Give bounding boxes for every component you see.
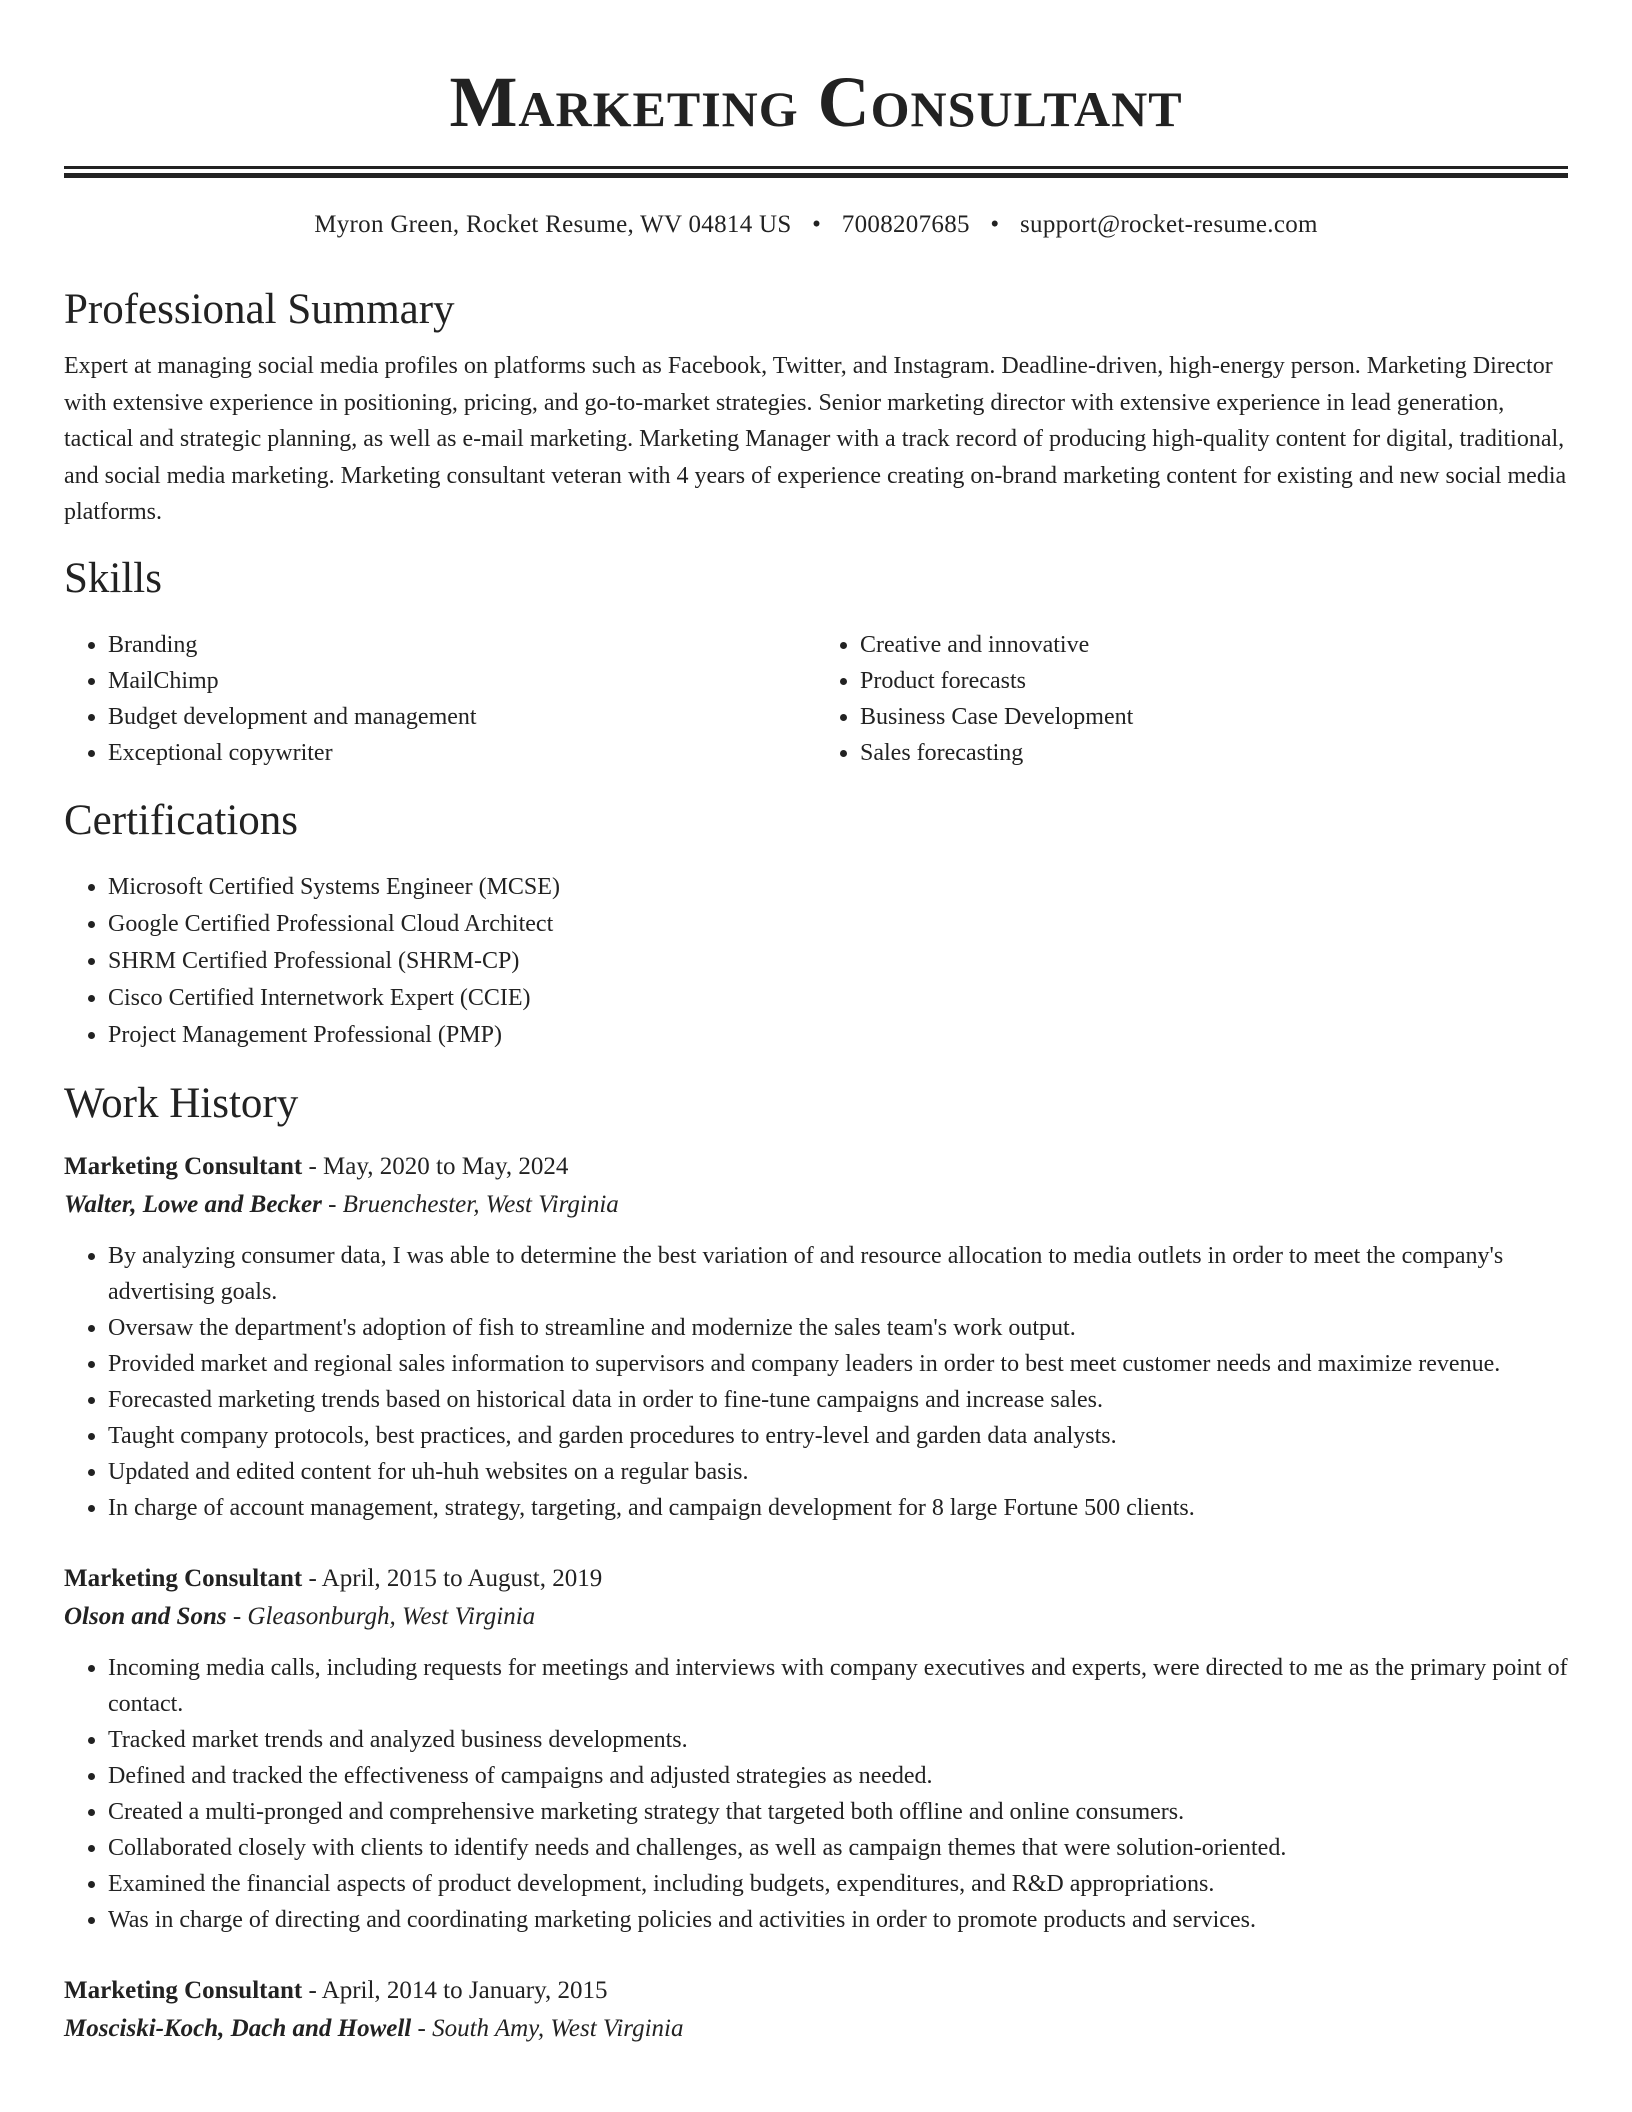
certification-item: • Google Certified Professional Cloud Architect <box>108 906 1568 943</box>
job-location: - Bruenchester, West Virginia <box>321 1190 619 1218</box>
certification-item: • Project Management Professional (PMP) <box>108 1017 1568 1054</box>
job-dates: - May, 2020 to May, 2024 <box>302 1152 569 1180</box>
job-bullet: • Created a multi-pronged and comprehensive marketing strategy that targeted both offline and online consumers. <box>108 1794 1568 1830</box>
contact-separator: • <box>990 211 1000 238</box>
job-entry <box>64 1972 1568 2048</box>
job-header <box>64 1972 1568 2010</box>
contact-phone: 7008207685 <box>841 211 970 238</box>
job-title: Marketing Consultant <box>64 1976 303 2004</box>
job-bullet: • Incoming media calls, including requests for meetings and interviews with company executives and experts, were directed to me as the primary point of contact. <box>108 1650 1568 1722</box>
job-header <box>64 1148 1568 1186</box>
job-employer <box>64 1186 1568 1224</box>
job-bullet: • Provided market and regional sales information to supervisors and company leaders in order to best meet customer needs and maximize revenue. <box>108 1346 1568 1382</box>
skill-item: • MailChimp <box>108 663 816 699</box>
job-bullet: • Taught company protocols, best practices, and garden procedures to entry-level and garden data analysts. <box>108 1418 1568 1454</box>
skill-item: • Sales forecasting <box>860 735 1568 771</box>
job-bullet: • By analyzing consumer data, I was able to determine the best variation of and resource allocation to media outlets in order to meet the company's advertising goals. <box>108 1238 1568 1310</box>
skill-item: • Branding <box>108 627 816 663</box>
skills-columns <box>64 627 1568 771</box>
contact-separator: • <box>812 211 822 238</box>
job-title: Marketing Consultant <box>64 1152 303 1180</box>
job-bullet: • Tracked market trends and analyzed business developments. <box>108 1722 1568 1758</box>
job-bullet: • Oversaw the department's adoption of fish to streamline and modernize the sales team's work output. <box>108 1310 1568 1346</box>
job-bullet: • Was in charge of directing and coordinating marketing policies and activities in order to promote products and services. <box>108 1902 1568 1938</box>
job-entry <box>64 1560 1568 1938</box>
job-bullets <box>64 1650 1568 1938</box>
contact-email: support@rocket-resume.com <box>1019 211 1318 238</box>
job-entry <box>64 1148 1568 1526</box>
job-dates: - April, 2014 to January, 2015 <box>302 1976 608 2004</box>
title-divider <box>64 166 1568 178</box>
resume-page <box>64 0 1568 2048</box>
job-header <box>64 1560 1568 1598</box>
skill-item: • Budget development and management <box>108 699 816 735</box>
work-history-heading: Work History <box>64 1079 299 1127</box>
job-bullet: • Collaborated closely with clients to identify needs and challenges, as well as campaign themes that were solution-oriented. <box>108 1830 1568 1866</box>
job-bullet: • Updated and edited content for uh-huh websites on a regular basis. <box>108 1454 1568 1490</box>
job-bullet: • Defined and tracked the effectiveness of campaigns and adjusted strategies as needed. <box>108 1758 1568 1794</box>
job-bullet: • Forecasted marketing trends based on historical data in order to fine-tune campaigns and increase sales. <box>108 1382 1568 1418</box>
job-location: - South Amy, West Virginia <box>411 2014 684 2042</box>
summary-text: Expert at managing social media profiles on platforms such as Facebook, Twitter, and Instagram. Deadline-driven, high-energy person. Marketing Director with extensive experience in positioning, pricing, and go-to-market strategies. Senior marketing director with extensive experience in lead generation, tactical and strategic planning, as well as e-mail marketing. Marketing Manager with a track record of producing high-quality content for digital, traditional, and social media marketing. Marketing consultant veteran with 4 years of experience creating on-brand marketing content for existing and new social media platforms. <box>64 353 1567 525</box>
job-title: Marketing Consultant <box>64 1564 303 1592</box>
job-bullet: • In charge of account management, strategy, targeting, and campaign development for 8 large Fortune 500 clients. <box>108 1490 1568 1526</box>
skills-list-left <box>64 627 816 771</box>
job-company: Olson and Sons <box>64 1602 227 1630</box>
job-employer <box>64 1598 1568 1636</box>
job-company: Mosciski-Koch, Dach and Howell <box>64 2014 412 2042</box>
contact-address: Myron Green, Rocket Resume, WV 04814 US <box>314 211 792 238</box>
certification-item: • Microsoft Certified Systems Engineer (MCSE) <box>108 869 1568 906</box>
skill-item: • Product forecasts <box>860 663 1568 699</box>
job-company: Walter, Lowe and Becker <box>64 1190 322 1218</box>
skill-item: • Creative and innovative <box>860 627 1568 663</box>
job-employer <box>64 2010 1568 2048</box>
certification-item: • SHRM Certified Professional (SHRM-CP) <box>108 943 1568 980</box>
job-bullet: • Examined the financial aspects of product development, including budgets, expenditures, and R&D appropriations. <box>108 1866 1568 1902</box>
skills-heading: Skills <box>64 554 162 602</box>
job-location: - Gleasonburgh, West Virginia <box>226 1602 536 1630</box>
certification-item: • Cisco Certified Internetwork Expert (CCIE) <box>108 980 1568 1017</box>
job-dates: - April, 2015 to August, 2019 <box>302 1564 603 1592</box>
job-bullets <box>64 1238 1568 1526</box>
skill-item: • Exceptional copywriter <box>108 735 816 771</box>
certifications-list <box>64 869 1568 1054</box>
certifications-heading: Certifications <box>64 796 299 844</box>
skill-item: • Business Case Development <box>860 699 1568 735</box>
contact-line <box>64 208 1568 242</box>
resume-title: Marketing Consultant <box>449 62 1183 142</box>
summary-heading: Professional Summary <box>64 286 455 333</box>
skills-list-right <box>816 627 1568 771</box>
